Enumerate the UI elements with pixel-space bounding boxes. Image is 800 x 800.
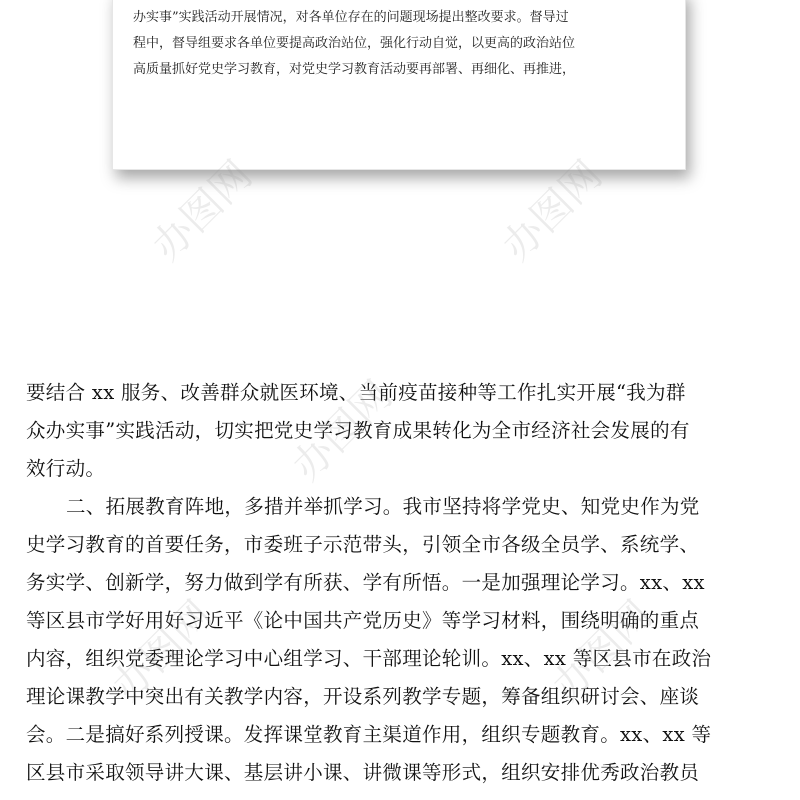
body-line: 内容，组织党委理论学习中心组学习、干部理论轮训。xx、xx 等区县市在政治 — [26, 647, 712, 670]
watermark: 办图网 — [493, 152, 612, 270]
body-line: 效行动。 — [26, 457, 106, 480]
document-body — [26, 374, 776, 792]
body-line: 要结合 xx 服务、改善群众就医环境、当前疫苗接种等工作扎实开展“我为群 — [26, 381, 686, 404]
section-heading-line: 二、拓展教育阵地，多措并举抓学习。我市坚持将学党史、知党史作为党 — [66, 495, 700, 518]
watermark: 办图网 — [543, 592, 662, 710]
preview-line: 程中，督导组要求各单位要提高政治站位，强化行动自觉，以更高的政治站位 — [133, 36, 576, 51]
preview-line: 办实事”实践活动开展情况，对各单位存在的问题现场提出整改要求。督导过 — [133, 10, 569, 25]
body-line: 等区县市学好用好习近平《论中国共产党历史》等学习材料，围绕明确的重点 — [26, 609, 700, 632]
body-line: 务实学、创新学，努力做到学有所获、学有所悟。一是加强理论学习。xx、xx — [26, 571, 705, 594]
body-line: 会。二是搞好系列授课。发挥课堂教育主渠道作用，组织专题教育。xx、xx 等 — [26, 723, 712, 746]
document-preview-card — [112, 0, 686, 170]
watermark: 办图网 — [283, 372, 402, 490]
body-line: 理论课教学中突出有关教学内容，开设系列教学专题，筹备组织研讨会、座谈 — [26, 685, 700, 708]
watermark: 办图网 — [143, 152, 262, 270]
preview-line: 高质量抓好党史学习教育，对党史学习教育活动要再部署、再细化、再推进， — [133, 62, 576, 77]
body-line: 众办实事”实践活动，切实把党史学习教育成果转化为全市经济社会发展的有 — [26, 419, 690, 442]
preview-text — [133, 0, 673, 83]
body-line: 区县市采取领导讲大课、基层讲小课、讲微课等形式，组织安排优秀政治教员 — [26, 761, 700, 784]
watermark: 办图网 — [103, 592, 222, 710]
preview-line-cut — [133, 0, 673, 5]
body-line: 史学习教育的首要任务，市委班子示范带头，引领全市各级全员学、系统学、 — [26, 533, 700, 556]
